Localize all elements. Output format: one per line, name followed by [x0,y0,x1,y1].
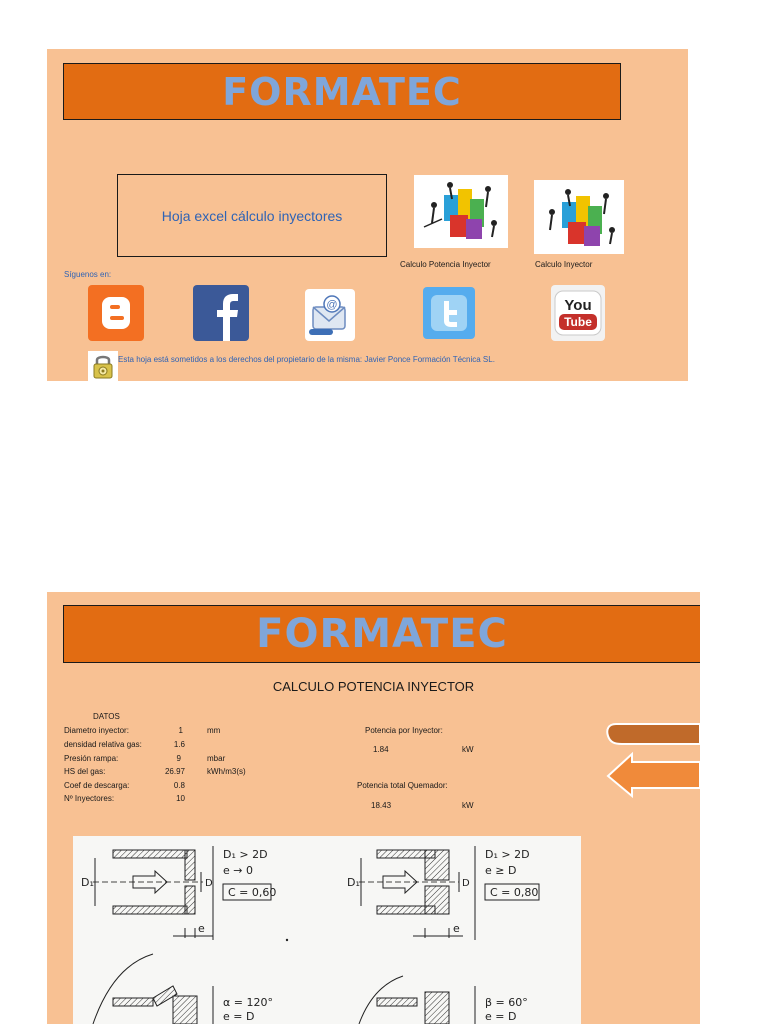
email-icon[interactable] [305,289,355,341]
brand-header [63,63,621,120]
condition-e: e = D [223,1010,255,1023]
intro-panel [47,49,688,381]
row-value[interactable]: 1.6 [173,740,185,749]
excel-link-label[interactable]: Hoja excel cálculo inyectores [161,207,343,224]
condition-e: e → 0 [223,864,253,877]
arrows-graphic [602,720,700,800]
calc-inyector-thumbnail[interactable] [534,180,624,254]
row-label: HS del gas: [64,767,106,776]
potencia-inyector-unit: kW [462,745,474,754]
coef-value: C = 0,80 [490,886,539,899]
twitter-icon[interactable] [423,287,475,339]
potencia-inyector-value: 1.84 [373,745,389,754]
nozzle-diagram-2 [347,846,539,940]
excel-link-box[interactable] [117,174,387,257]
row-value[interactable]: 1 [178,726,183,735]
svg-text:You: You [564,297,592,314]
brand-title: FORMATEC [256,611,508,657]
condition-d1: D₁ > 2D [485,848,530,861]
calc-potencia-caption[interactable]: Calculo Potencia Inyector [400,260,491,269]
row-label: Diametro inyector: [64,726,129,735]
row-unit: kWh/m3(s) [207,767,246,776]
copyright-notice: Esta hoja está sometidos a los derechos del propietario de la misma: Javier Ponce Formación Técnica SL. [118,355,495,364]
padlock-icon [88,351,118,381]
nozzle-diagram-4 [359,976,528,1024]
svg-text:Tube: Tube [564,315,592,329]
condition-e: e ≥ D [485,864,517,877]
facebook-icon[interactable] [193,285,249,341]
follow-label: Síguenos en: [64,270,112,279]
row-value[interactable]: 10 [176,794,185,803]
nozzle-diagram-1 [81,846,276,940]
coef-value: C = 0,60 [228,886,277,899]
potencia-total-label: Potencia total Quemador: [357,781,448,790]
potencia-inyector-label: Potencia por Inyector: [365,726,443,735]
d1-label: D₁ [81,876,94,889]
d-label: D [462,878,470,889]
condition-e: e = D [485,1010,517,1023]
row-label: Presión rampa: [64,754,119,763]
calc-inyector-caption[interactable]: Calculo Inyector [535,260,593,269]
condition-d1: D₁ > 2D [223,848,268,861]
row-label: Coef de descarga: [64,781,130,790]
condition-angle: β = 60° [485,996,528,1009]
d1-label: D₁ [347,876,360,889]
potencia-total-value: 18.43 [371,801,392,810]
brand-header [63,605,700,663]
row-value[interactable]: 26.97 [164,767,185,776]
row-label: densidad relativa gas: [64,740,142,749]
calc-potencia-thumbnail[interactable] [414,175,508,248]
datos-header: DATOS [93,712,120,721]
row-value[interactable]: 9 [176,754,181,763]
blogger-icon[interactable] [88,285,144,341]
e-label: e [453,922,460,935]
condition-angle: α = 120° [223,996,273,1009]
e-label: e [198,922,205,935]
nozzle-diagram-3 [93,954,273,1024]
row-unit: mbar [207,754,226,763]
potencia-total-unit: kW [462,801,474,810]
row-value[interactable]: 0.8 [173,781,185,790]
brand-title: FORMATEC [222,69,462,114]
youtube-icon[interactable] [551,285,605,341]
svg-text:@: @ [326,299,338,311]
injector-coefficient-diagram [73,836,581,1024]
row-label: Nº Inyectores: [64,794,115,803]
calc-title: CALCULO POTENCIA INYECTOR [272,679,475,694]
d-label: D [205,878,213,889]
row-unit: mm [207,726,221,735]
calculator-panel [47,592,700,1024]
